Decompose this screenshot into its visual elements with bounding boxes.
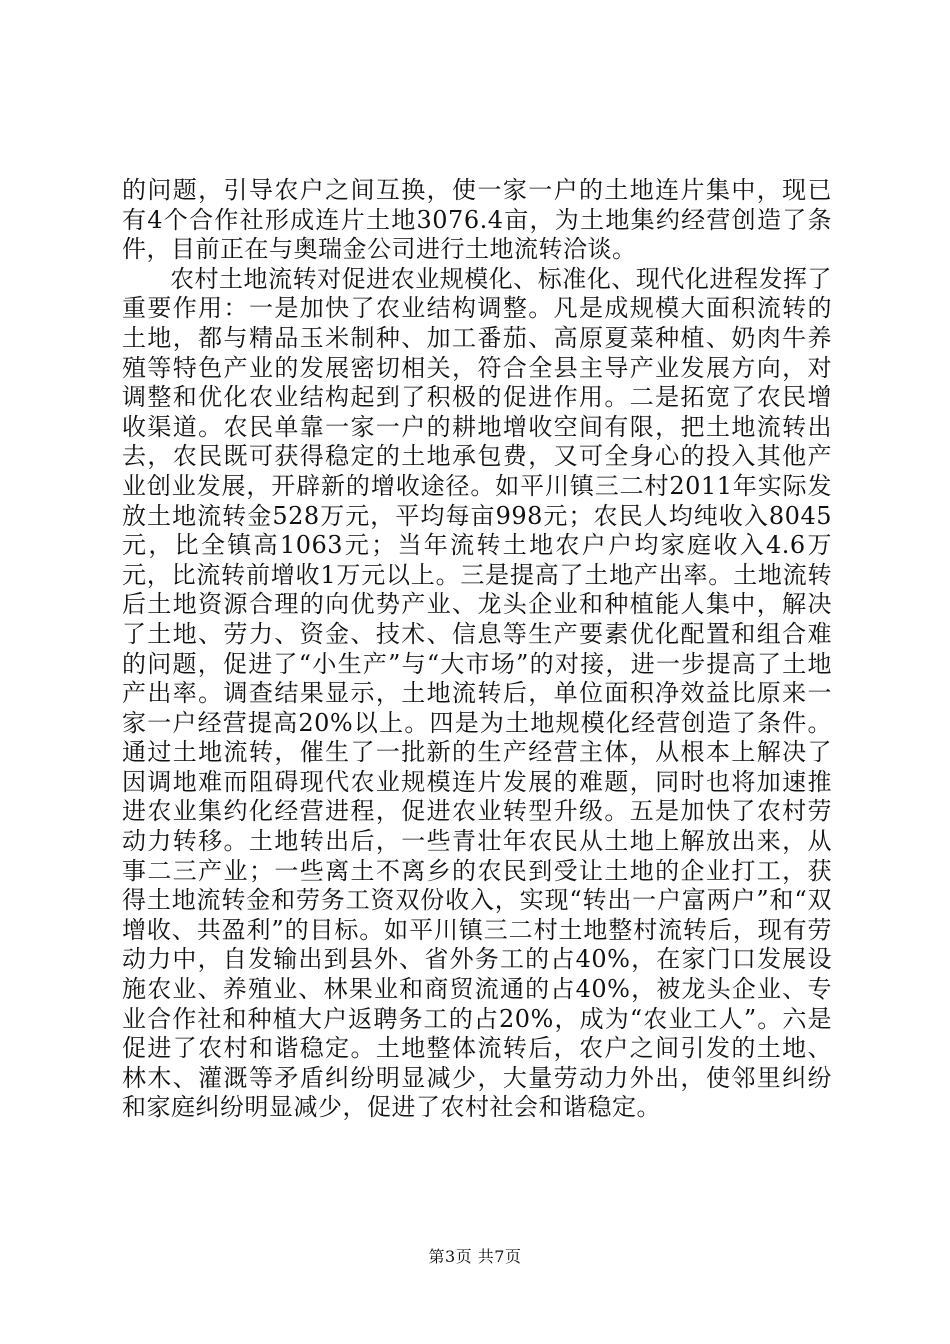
document-body	[122, 176, 832, 1123]
page-number-footer: 第3页 共7页	[428, 1247, 522, 1266]
paragraph-continuation: 的问题，引导农户之间互换，使一家一户的土地连片集中，现已有4个合作社形成连片土地3076.4亩，为土地集约经营创造了条件，目前正在与奥瑞金公司进行土地流转洽谈。	[122, 176, 832, 264]
paragraph-land-transfer-effects: 农村土地流转对促进农业规模化、标准化、现代化进程发挥了重要作用：一是加快了农业结构调整。凡是成规模大面积流转的土地，都与精品玉米制种、加工番茄、高原夏菜种植、奶肉牛养殖等特色产业的发展密切相关，符合全县主导产业发展方向，对调整和优化农业结构起到了积极的促进作用。二是拓宽了农民增收渠道。农民单靠一家一户的耕地增收空间有限，把土地流转出去，农民既可获得稳定的土地承包费，又可全身心的投入其他产业创业发展，开辟新的增收途径。如平川镇三二村2011年实际发放土地流转金528万元，平均每亩998元；农民人均纯收入8045元，比全镇高1063元；当年流转土地农户户均家庭收入4.6万元，比流转前增收1万元以上。三是提高了土地产出率。土地流转后土地资源合理的向优势产业、龙头企业和种植能人集中，解决了土地、劳力、资金、技术、信息等生产要素优化配置和组合难的问题，促进了“小生产”与“大市场”的对接，进一步提高了土地产出率。调查结果显示，土地流转后，单位面积净效益比原来一家一户经营提高20%以上。四是为土地规模化经营创造了条件。通过土地流转，催生了一批新的生产经营主体，从根本上解决了因调地难而阻碍现代农业规模连片发展的难题，同时也将加速推进农业集约化经营进程，促进农业转型升级。五是加快了农村劳动力转移。土地转出后，一些青壮年农民从土地上解放出来，从事二三产业；一些离土不离乡的农民到受让土地的企业打工，获得土地流转金和劳务工资双份收入，实现“转出一户富两户”和“双增收、共盈利”的目标。如平川镇三二村土地整村流转后，现有劳动力中，自发输出到县外、省外务工的占40%，在家门口发展设施农业、养殖业、林果业和商贸流通的占40%，被龙头企业、专业合作社和种植大户返聘务工的占20%，成为“农业工人”。六是促进了农村和谐稳定。土地整体流转后，农户之间引发的土地、林木、灌溉等矛盾纠纷明显减少，大量劳动力外出，使邻里纠纷和家庭纠纷明显减少，促进了农村社会和谐稳定。	[122, 264, 832, 1122]
